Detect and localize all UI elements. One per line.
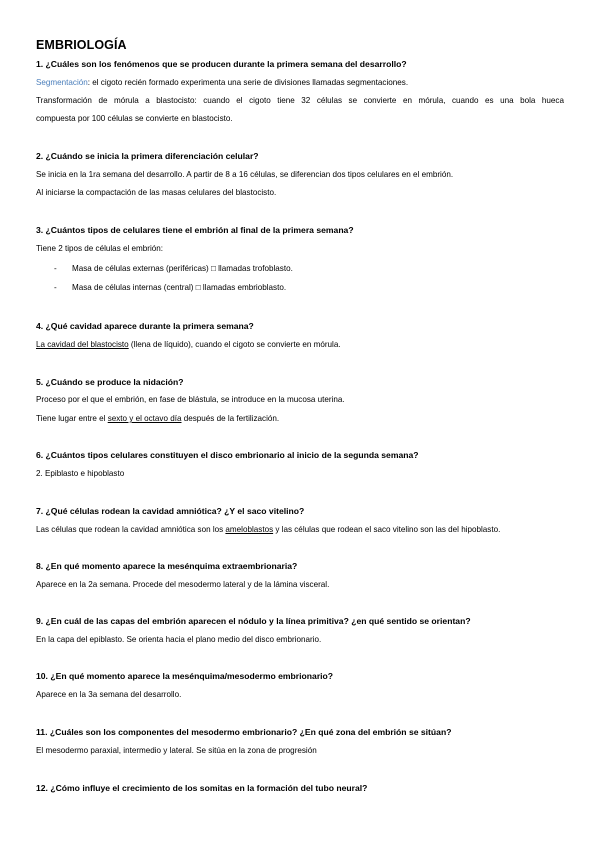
list-item: Masa de células externas (periféricas) □ llamadas trofoblasto.: [72, 264, 293, 273]
answer-2-line-1: Se inicia en la 1ra semana del desarrollo. A partir de 8 a 16 células, se diferencian dos tipos celulares en el embrión.: [36, 170, 454, 179]
answer-1-line-2: Transformación de mórula a blastocisto: cuando el cigoto tiene 32 células se convierte en mórula, cuando es una bola hueca: [36, 96, 564, 105]
answer-7-post: y las células que rodean el saco vitelino son las del hipoblasto.: [273, 525, 501, 534]
term-segmentacion: Segmentación: [36, 78, 88, 87]
question-8: 8. ¿En qué momento aparece la mesénquima extraembrionaria?: [36, 561, 298, 571]
question-3: 3. ¿Cuántos tipos de celulares tiene el embrión al final de la primera semana?: [36, 225, 354, 235]
bullet-marker: -: [54, 283, 57, 292]
answer-1-line-3: compuesta por 100 células se convierte en blastocisto.: [36, 114, 233, 123]
question-4: 4. ¿Qué cavidad aparece durante la primera semana?: [36, 321, 254, 331]
answer-3-line-1: Tiene 2 tipos de células el embrión:: [36, 244, 164, 253]
answer-10-line-1: Aparece en la 3a semana del desarrollo.: [36, 690, 182, 699]
question-11: 11. ¿Cuáles son los componentes del mesodermo embrionario? ¿En qué zona del embrión se sitúan?: [36, 727, 452, 737]
question-5: 5. ¿Cuándo se produce la nidación?: [36, 377, 184, 387]
question-10: 10. ¿En qué momento aparece la mesénquima/mesodermo embrionario?: [36, 671, 334, 681]
answer-5-pre: Tiene lugar entre el: [36, 414, 108, 423]
question-9: 9. ¿En cuál de las capas del embrión aparecen el nódulo y la línea primitiva? ¿en qué sentido se orientan?: [36, 616, 471, 626]
answer-2-line-2: Al iniciarse la compactación de las masas celulares del blastocisto.: [36, 188, 277, 197]
answer-5-post: después de la fertilización.: [181, 414, 280, 423]
question-6: 6. ¿Cuántos tipos celulares constituyen el disco embrionario al inicio de la segunda semana?: [36, 450, 419, 460]
answer-5-line-1: Proceso por el que el embrión, en fase de blástula, se introduce en la mucosa uterina.: [36, 395, 345, 404]
underlined-term: La cavidad del blastocisto: [36, 340, 129, 349]
answer-9-line-1: En la capa del epiblasto. Se orienta hacia el plano medio del disco embrionario.: [36, 635, 322, 644]
answer-4-line-1: [36, 340, 341, 349]
term-segmentacion-definition: : el cigoto recién formado experimenta una serie de divisiones llamadas segmentaciones.: [87, 78, 409, 87]
answer-7-pre: Las células que rodean la cavidad amniótica son los: [36, 525, 226, 534]
answer-6-line-1: 2. Epiblasto e hipoblasto: [36, 469, 125, 478]
question-2: 2. ¿Cuándo se inicia la primera diferenciación celular?: [36, 151, 259, 161]
underlined-term: sexto y el octavo día: [107, 414, 182, 423]
question-12: 12. ¿Cómo influye el crecimiento de los somitas en la formación del tubo neural?: [36, 783, 368, 793]
question-1: 1. ¿Cuáles son los fenómenos que se producen durante la primera semana del desarrollo?: [36, 59, 407, 69]
answer-5-line-2: [36, 414, 279, 423]
answer-4-text: (llena de líquido), cuando el cigoto se convierte en mórula.: [128, 340, 341, 349]
question-7: 7. ¿Qué células rodean la cavidad amniótica? ¿Y el saco vitelino?: [36, 506, 305, 516]
answer-11-line-1: El mesodermo paraxial, intermedio y lateral. Se sitúa en la zona de progresión: [36, 746, 317, 755]
underlined-term: ameloblastos: [225, 525, 274, 534]
list-item: Masa de células internas (central) □ llamadas embrioblasto.: [72, 283, 287, 292]
answer-8-line-1: Aparece en la 2a semana. Procede del mesodermo lateral y de la lámina visceral.: [36, 580, 330, 589]
answer-7-line-1: [36, 525, 500, 534]
bullet-marker: -: [54, 264, 57, 273]
page-title: EMBRIOLOGÍA: [36, 38, 127, 52]
answer-1-line-1: [36, 78, 408, 87]
